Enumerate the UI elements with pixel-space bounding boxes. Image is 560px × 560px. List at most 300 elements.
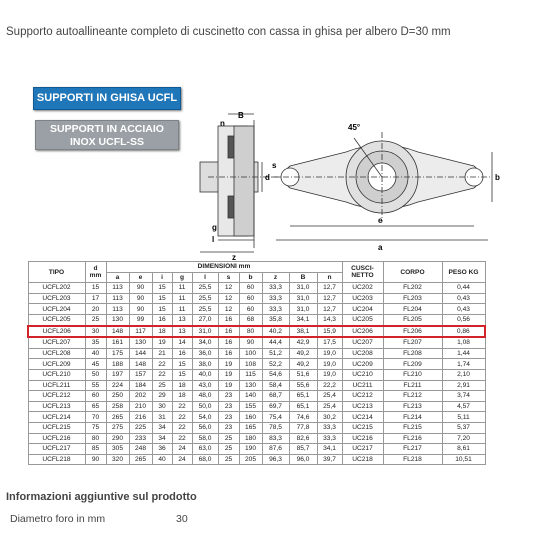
header-peso: PESO KG [442,262,485,283]
table-cell: 44,4 [262,337,289,348]
header-dim-l: l [192,272,218,283]
table-cell: UCFL209 [28,359,85,370]
table-cell: 15 [152,283,172,294]
table-cell: 19 [218,359,239,370]
table-cell: UC202 [342,283,383,294]
table-cell: UC216 [342,433,383,444]
table-cell: 96,3 [262,454,289,465]
header-dim-g: g [172,272,192,283]
table-cell: 25 [218,454,239,465]
header-d-unit: mm [89,272,102,280]
table-cell: 16 [218,314,239,325]
table-cell: UCFL204 [28,304,85,315]
table-cell: 10,51 [442,454,485,465]
table-cell: 11 [172,304,192,315]
table-cell: 1,44 [442,348,485,359]
table-cell: FL213 [383,401,442,412]
table-cell: 3,74 [442,391,485,402]
table-cell: UCFL218 [28,454,85,465]
table-cell: UC211 [342,380,383,391]
table-cell: FL211 [383,380,442,391]
table-cell: 31,0 [289,283,317,294]
table-cell: 16 [218,326,239,338]
table-cell: 7,20 [442,433,485,444]
ucfl-ss-stainless-button[interactable] [35,120,179,150]
label-b: b [495,173,500,182]
header-dim-B: B [289,272,317,283]
table-cell: 148 [106,326,129,338]
table-cell: UCFL210 [28,369,85,380]
table-cell: 49,2 [289,348,317,359]
table-cell: 33,3 [262,293,289,304]
table-cell: 258 [106,401,129,412]
table-cell: FL206 [383,326,442,338]
table-cell: 35 [85,337,106,348]
table-cell: UCFL211 [28,380,85,391]
table-cell: 51,6 [289,369,317,380]
table-cell: 36 [152,444,172,455]
table-cell: 49,2 [289,359,317,370]
table-cell: 130 [239,380,262,391]
table-body [28,283,485,465]
table-cell: 65 [85,401,106,412]
table-cell: 23 [218,391,239,402]
table-cell: 0,43 [442,293,485,304]
table-row [28,326,485,338]
table-cell: 90 [85,454,106,465]
table-cell: 161 [106,337,129,348]
table-cell: 77,8 [289,422,317,433]
table-cell: 36,0 [192,348,218,359]
table-cell: 1,74 [442,359,485,370]
table-cell: UC212 [342,391,383,402]
table-cell: 5,11 [442,412,485,423]
table-cell: FL202 [383,283,442,294]
table-row [28,359,485,370]
table-cell: 19,0 [317,369,342,380]
table-cell: 34 [152,433,172,444]
info-label: Diametro foro in mm [10,513,106,525]
table-cell: 35,8 [262,314,289,325]
table-cell: 23 [218,412,239,423]
table-cell: 15 [152,304,172,315]
table-cell: 25 [218,433,239,444]
table-cell: 15 [152,293,172,304]
header-tipo: TIPO [28,262,85,283]
header-d-label: d [93,265,98,273]
table-cell: 13 [172,326,192,338]
table-cell: UCFL206 [28,326,85,338]
table-cell: 25,5 [192,304,218,315]
info-value: 30 [176,513,188,525]
table-cell: 22 [172,412,192,423]
table-cell: FL212 [383,391,442,402]
table-cell: 19,0 [317,359,342,370]
table-cell: UCFL207 [28,337,85,348]
table-cell: FL214 [383,412,442,423]
table-cell: UC207 [342,337,383,348]
table-cell: 265 [129,454,152,465]
table-cell: 202 [129,391,152,402]
table-cell: UC203 [342,293,383,304]
table-cell: 34 [152,422,172,433]
table-cell: 34,1 [317,444,342,455]
table-cell: 51,2 [262,348,289,359]
table-cell: 82,6 [289,433,317,444]
table-cell: UC209 [342,359,383,370]
table-row [28,293,485,304]
table-cell: 320 [106,454,129,465]
table-cell: UCFL202 [28,283,85,294]
header-dim-n: n [317,272,342,283]
table-cell: 16 [218,337,239,348]
table-cell: 33,3 [317,433,342,444]
table-cell: 12,7 [317,293,342,304]
table-cell: 70 [85,412,106,423]
table-cell: 1,08 [442,337,485,348]
table-cell: FL217 [383,444,442,455]
table-cell: FL205 [383,314,442,325]
ucfl-cast-iron-button[interactable]: SUPPORTI IN GHISA UCFL [33,87,181,110]
table-cell: 22 [172,433,192,444]
table-cell: 115 [239,369,262,380]
table-cell: 69,7 [262,401,289,412]
table-cell: 21 [152,348,172,359]
table-cell: UCFL214 [28,412,85,423]
table-cell: 99 [129,314,152,325]
table-cell: 85,7 [289,444,317,455]
table-cell: 40 [85,348,106,359]
table-cell: 27,0 [192,314,218,325]
table-cell: 58,0 [192,433,218,444]
label-d: d [265,173,270,182]
table-cell: 75,4 [262,412,289,423]
table-cell: 34,0 [192,337,218,348]
table-cell: 175 [106,348,129,359]
table-cell: 25,4 [317,401,342,412]
label-g: g [212,223,217,232]
table-cell: 25 [218,444,239,455]
table-cell: 68 [239,314,262,325]
table-cell: 65,1 [289,391,317,402]
table-cell: 19 [218,369,239,380]
table-cell: 31,0 [289,304,317,315]
label-z: z [232,253,236,260]
table-cell: 90 [239,337,262,348]
table-cell: 33,3 [262,304,289,315]
table-header-row [28,262,485,273]
table-cell: UC204 [342,304,383,315]
table-cell: 52,2 [262,359,289,370]
table-cell: 34,1 [289,314,317,325]
table-cell: 40 [152,454,172,465]
table-row [28,391,485,402]
table-cell: 5,37 [442,422,485,433]
table-cell: 224 [106,380,129,391]
table-cell: 38,0 [192,359,218,370]
label-l: l [212,235,215,244]
table-cell: FL210 [383,369,442,380]
table-cell: 290 [106,433,129,444]
table-cell: 275 [106,422,129,433]
table-cell: UCFL212 [28,391,85,402]
table-row [28,304,485,315]
table-cell: 180 [239,433,262,444]
table-row [28,348,485,359]
table-cell: UCFL216 [28,433,85,444]
table-cell: 38,1 [289,326,317,338]
table-row [28,369,485,380]
label-e: e [378,216,383,225]
table-cell: 50,0 [192,401,218,412]
table-cell: 19 [152,337,172,348]
table-cell: 0,56 [442,314,485,325]
table-cell: 15,9 [317,326,342,338]
table-cell: 188 [106,359,129,370]
table-cell: 85 [85,444,106,455]
table-cell: 0,44 [442,283,485,294]
table-cell: 50 [85,369,106,380]
table-cell: 11 [172,293,192,304]
header-dim-s: s [218,272,239,283]
table-cell: 54,0 [192,412,218,423]
table-cell: UCFL213 [28,401,85,412]
info-heading: Informazioni aggiuntive sul prodotto [6,491,197,503]
ucfl-ss-label-line2: INOX UCFL-SS [69,136,145,148]
spec-table [27,261,486,465]
table-cell: 165 [239,422,262,433]
table-cell: UC210 [342,369,383,380]
table-cell: 17 [85,293,106,304]
table-cell: UCFL208 [28,348,85,359]
table-cell: 60 [85,391,106,402]
table-cell: 60 [239,304,262,315]
table-cell: 25 [152,380,172,391]
table-cell: 197 [106,369,129,380]
table-cell: 39,7 [317,454,342,465]
header-dim-z: z [262,272,289,283]
table-cell: 25,4 [317,391,342,402]
table-cell: 8,61 [442,444,485,455]
label-n: n [220,119,225,128]
table-cell: 157 [129,369,152,380]
header-d [85,262,106,283]
table-cell: UCFL217 [28,444,85,455]
table-cell: 31 [152,412,172,423]
table-cell: 16 [152,314,172,325]
table-cell: 90 [129,304,152,315]
table-cell: 117 [129,326,152,338]
table-cell: 160 [239,412,262,423]
table-cell: 15 [172,359,192,370]
table-cell: 12 [218,293,239,304]
header-dim-b: b [239,272,262,283]
table-cell: 210 [129,401,152,412]
table-cell: 75 [85,422,106,433]
table-row [28,444,485,455]
table-row [28,401,485,412]
table-cell: 100 [239,348,262,359]
table-cell: 14 [172,337,192,348]
table-row [28,380,485,391]
label-s: s [272,161,277,170]
table-cell: 12,7 [317,283,342,294]
table-cell: UC208 [342,348,383,359]
table-cell: 130 [106,314,129,325]
table-row [28,433,485,444]
table-cell: 2,10 [442,369,485,380]
table-cell: 58,4 [262,380,289,391]
table-cell: UCFL203 [28,293,85,304]
table-cell: 90 [129,283,152,294]
table-cell: 90 [129,293,152,304]
table-cell: 29 [152,391,172,402]
table-cell: 63,0 [192,444,218,455]
table-cell: 19,0 [317,348,342,359]
table-cell: 56,0 [192,422,218,433]
table-cell: 22 [152,359,172,370]
table-row [28,454,485,465]
table-cell: 65,1 [289,401,317,412]
table-cell: 22 [172,422,192,433]
table-row [28,283,485,294]
table-cell: 14,3 [317,314,342,325]
table-cell: 17,5 [317,337,342,348]
table-cell: 25,5 [192,293,218,304]
table-cell: 12 [218,304,239,315]
table-cell: 80 [239,326,262,338]
table-cell: 140 [239,391,262,402]
table-cell: 30 [152,401,172,412]
table-cell: 78,5 [262,422,289,433]
table-cell: 68,0 [192,454,218,465]
table-cell: 30 [85,326,106,338]
table-cell: 0,43 [442,304,485,315]
table-cell: 33,3 [317,422,342,433]
table-cell: 18 [172,391,192,402]
table-cell: FL208 [383,348,442,359]
header-dimensioni: DIMENSIONI mm [106,262,342,273]
table-cell: UC218 [342,454,383,465]
table-cell: UC205 [342,314,383,325]
table-cell: UC213 [342,401,383,412]
header-dim-e: e [129,272,152,283]
table-cell: 31,0 [192,326,218,338]
table-cell: 265 [106,412,129,423]
table-cell: 24 [172,454,192,465]
table-cell: 22 [172,401,192,412]
table-cell: 248 [129,444,152,455]
table-cell: 22 [152,369,172,380]
ucfl-ss-label-line1: SUPPORTI IN ACCIAIO [50,123,164,135]
table-cell: 42,9 [289,337,317,348]
table-cell: 60 [239,293,262,304]
table-cell: 22,2 [317,380,342,391]
table-cell: 20 [85,304,106,315]
table-cell: 33,3 [262,283,289,294]
table-cell: 43,0 [192,380,218,391]
table-cell: FL207 [383,337,442,348]
table-row [28,422,485,433]
table-cell: 40,2 [262,326,289,338]
table-cell: 18 [172,380,192,391]
technical-drawing [192,108,502,260]
table-cell: UC215 [342,422,383,433]
table-cell: 30,2 [317,412,342,423]
table-cell: UCFL205 [28,314,85,325]
table-cell: 87,6 [262,444,289,455]
table-cell: 113 [106,304,129,315]
table-row [28,412,485,423]
table-row [28,337,485,348]
table-cell: 216 [129,412,152,423]
table-cell: 18 [152,326,172,338]
table-cell: FL218 [383,454,442,465]
table-cell: 25 [85,314,106,325]
table-cell: UC217 [342,444,383,455]
product-title: Supporto autoallineante completo di cuscinetto con cassa in ghisa per albero D=30 mm [6,26,451,38]
table-cell: 54,6 [262,369,289,380]
table-cell: 250 [106,391,129,402]
table-cell: 190 [239,444,262,455]
table-cell: 11 [172,283,192,294]
table-cell: 55,6 [289,380,317,391]
table-cell: 233 [129,433,152,444]
table-cell: 113 [106,293,129,304]
table-cell: 60 [239,283,262,294]
table-cell: 48,0 [192,391,218,402]
table-row [28,314,485,325]
table-cell: 96,0 [289,454,317,465]
table-cell: 12,7 [317,304,342,315]
table-cell: 16 [218,348,239,359]
table-cell: 205 [239,454,262,465]
header-cuscinetto: CUSCI-NETTO [342,262,383,283]
table-cell: FL216 [383,433,442,444]
table-cell: 15 [85,283,106,294]
table-cell: 15 [172,369,192,380]
label-B: B [238,111,244,120]
table-cell: 31,0 [289,293,317,304]
table-cell: FL203 [383,293,442,304]
table-cell: 113 [106,283,129,294]
table-cell: 155 [239,401,262,412]
table-cell: 16 [172,348,192,359]
header-dim-i: i [152,272,172,283]
table-cell: 144 [129,348,152,359]
table-cell: 19 [218,380,239,391]
table-cell: 25,5 [192,283,218,294]
table-cell: UC206 [342,326,383,338]
table-cell: 13 [172,314,192,325]
table-cell: 0,86 [442,326,485,338]
table-cell: 45 [85,359,106,370]
table-cell: 24 [172,444,192,455]
table-cell: UC214 [342,412,383,423]
table-cell: 2,91 [442,380,485,391]
table-cell: 68,7 [262,391,289,402]
table-cell: 23 [218,422,239,433]
header-corpo: CORPO [383,262,442,283]
table-cell: FL215 [383,422,442,433]
label-angle: 45° [348,123,361,132]
table-cell: 184 [129,380,152,391]
table-cell: FL204 [383,304,442,315]
table-cell: 23 [218,401,239,412]
table-cell: FL209 [383,359,442,370]
header-dim-a: a [106,272,129,283]
label-a: a [378,243,383,252]
